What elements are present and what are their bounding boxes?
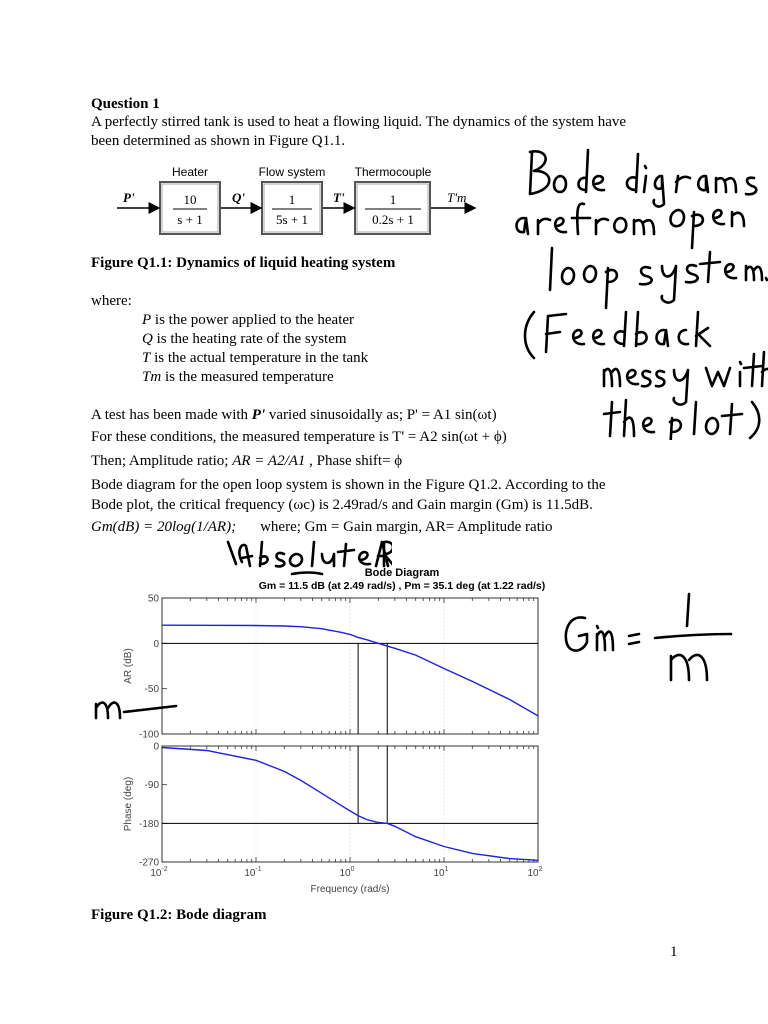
- x-tick-label: $10^{-2}$: [150, 866, 168, 879]
- question-heading: Question 1: [91, 96, 160, 112]
- block-diagram: [115, 160, 480, 240]
- intro-line-1: A perfectly stirred tank is used to heat a flowing liquid. The dynamics of the system have: [91, 114, 627, 130]
- phase-y-tick-label: -270: [138, 857, 159, 869]
- phase-y-tick-label: -90: [144, 780, 159, 792]
- test-line-1: A test has been made with P' varied sinusoidally as; P' = A1 sin(ωt): [91, 407, 497, 423]
- phase-curve: [162, 748, 538, 861]
- signal-q: Q': [232, 190, 245, 205]
- block-title-heater: Heater: [171, 165, 209, 179]
- test-line-5: Bode plot, the critical frequency (ωc) is 2.49rad/s and Gain margin (Gm) is 11.5dB.: [91, 497, 593, 513]
- x-tick-label: $10^1$: [433, 866, 449, 879]
- tf-heater-num: 10: [183, 192, 197, 207]
- test-line-4: Bode diagram for the open loop system is shown in the Figure Q1.2. According to the: [91, 477, 606, 493]
- bode-subtitle: Gm = 11.5 dB (at 2.49 rad/s) , Pm = 35.1 deg (at 1.22 rad/s): [258, 580, 546, 592]
- signal-tm: T'm: [447, 190, 467, 205]
- x-axis-label: Frequency (rad/s): [310, 884, 390, 895]
- tf-flow-den: 5s + 1: [276, 212, 308, 227]
- intro-line-2: been determined as shown in Figure Q1.1.: [91, 133, 346, 149]
- bode-title: Bode Diagram: [364, 567, 440, 579]
- phase-y-tick-label: 0: [153, 741, 159, 753]
- signal-t: T': [333, 190, 345, 205]
- tf-heater-den: s + 1: [177, 212, 203, 227]
- where-item-t: T is the actual temperature in the tank: [142, 350, 369, 366]
- handwritten-margin-note: [90, 690, 182, 726]
- handwritten-absolute-ar-note: [222, 536, 392, 576]
- tf-flow-num: 1: [288, 192, 296, 207]
- where-item-p: P is the power applied to the heater: [142, 312, 355, 328]
- block-title-flow: Flow system: [258, 165, 326, 179]
- where-item-q: Q is the heating rate of the system: [142, 331, 347, 347]
- handwritten-note: [500, 140, 768, 440]
- x-tick-label: $10^0$: [339, 866, 355, 879]
- test-line-2: For these conditions, the measured temperature is T' = A2 sin(ωt + ϕ): [91, 429, 507, 445]
- tf-thermo-den: 0.2s + 1: [372, 212, 414, 227]
- phase-axes-box: [162, 746, 538, 862]
- where-label: where:: [91, 293, 132, 309]
- magnitude-y-tick-label: 50: [147, 593, 159, 605]
- signal-p: P': [123, 190, 135, 205]
- block-title-thermocouple: Thermocouple: [354, 165, 432, 179]
- x-tick-label: $10^2$: [527, 866, 543, 879]
- magnitude-y-tick-label: -50: [144, 684, 159, 696]
- x-tick-label: $10^{-1}$: [244, 866, 262, 879]
- figure-caption-q1-2: Figure Q1.2: Bode diagram: [91, 907, 267, 923]
- figure-caption-q1-1: Figure Q1.1: Dynamics of liquid heating system: [91, 255, 396, 271]
- where-item-tm: Tm is the measured temperature: [142, 369, 334, 385]
- phase-y-tick-label: -180: [138, 818, 159, 830]
- page-number: 1: [670, 944, 678, 960]
- magnitude-y-axis-label: AR (dB): [123, 648, 134, 684]
- test-line-3: Then; Amplitude ratio; AR = A2/A1 , Phase shift= ϕ: [91, 453, 403, 469]
- handwritten-gm-note: [555, 588, 745, 688]
- magnitude-y-tick-label: -100: [138, 729, 159, 741]
- phase-y-axis-label: Phase (deg): [123, 776, 134, 832]
- magnitude-y-tick-label: 0: [153, 638, 159, 650]
- tf-thermo-num: 1: [389, 192, 397, 207]
- gm-formula: Gm(dB) = 20log(1/AR); where; Gm = Gain margin, AR= Amplitude ratio: [91, 519, 553, 535]
